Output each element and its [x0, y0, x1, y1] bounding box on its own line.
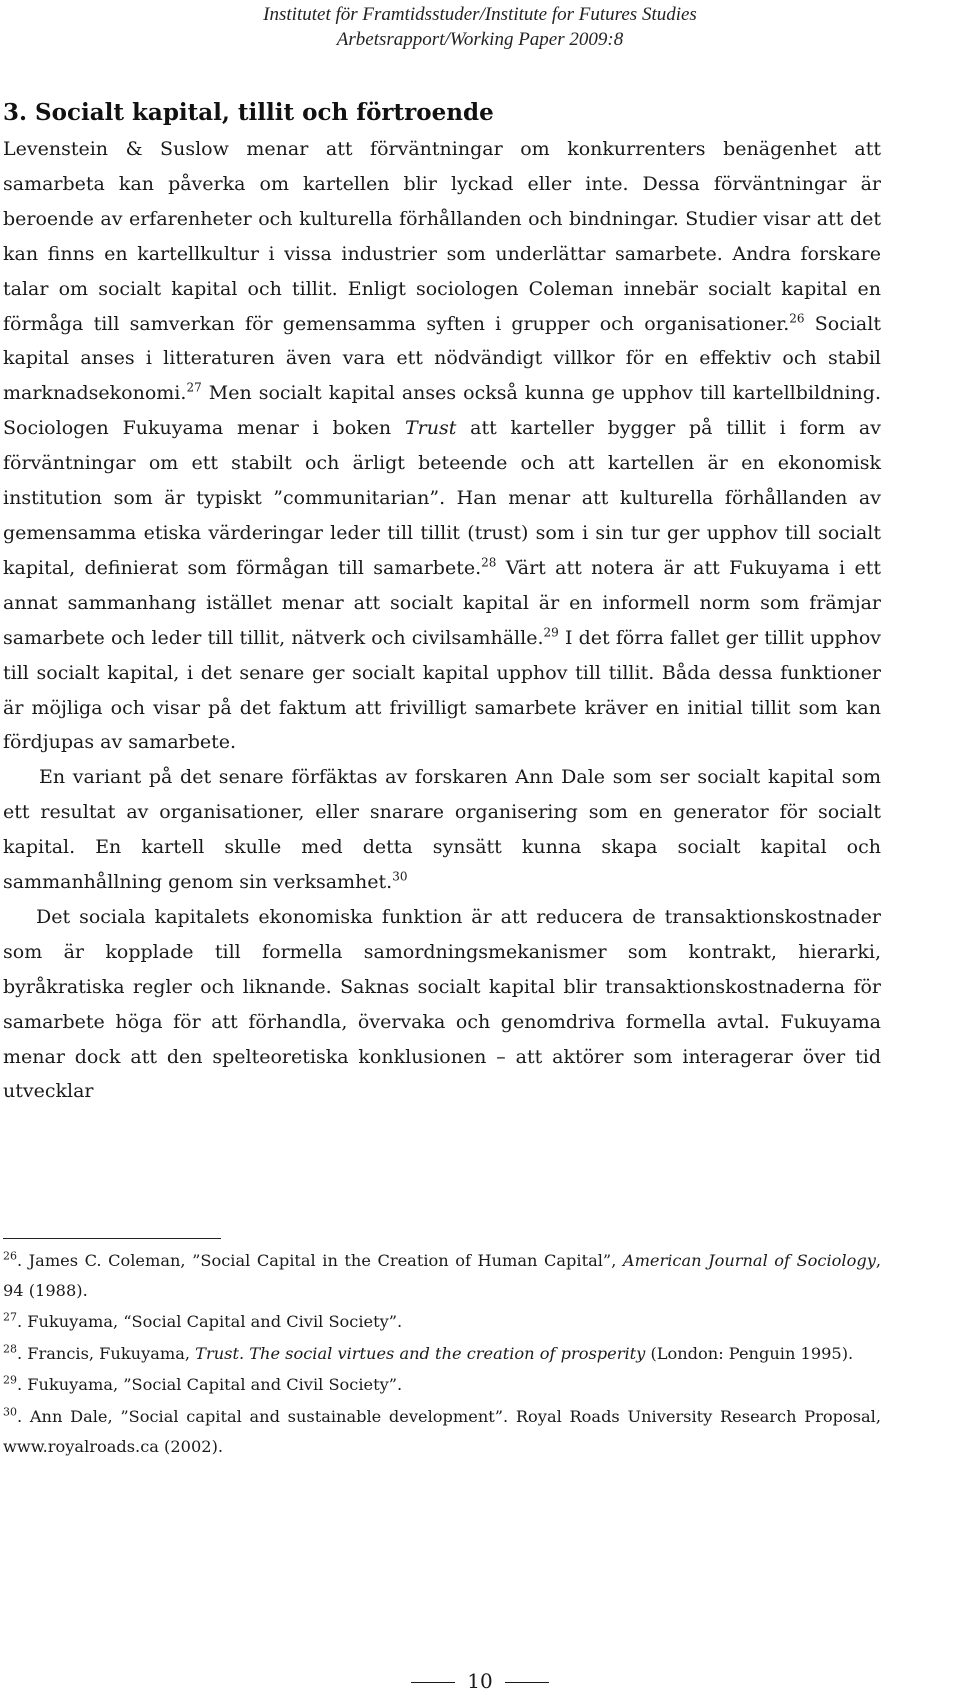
footnote-number: 29: [3, 1373, 17, 1387]
footnote-text: . James C. Coleman, ”Social Capital in the Creation of Human Capital”,: [17, 1251, 623, 1270]
footnote-28: [3, 1339, 881, 1369]
footnote-text: . Fukuyama, ”Social Capital and Civil Society”.: [17, 1375, 403, 1395]
paragraph-2-text: En variant på det senare förfäktas av forskaren Ann Dale som ser socialt kapital som ett resultat av organisationer, eller snarare organisering som en generator för socialt kapital. En kartell skulle med detta synsätt kunna skapa socialt kapital och sammanhållning genom sin verksamhet.: [3, 766, 881, 894]
footnote-journal-title: American Journal of Sociology: [622, 1251, 876, 1270]
footnote-29: [3, 1370, 881, 1400]
footnote-ref-28[interactable]: 28: [481, 555, 497, 570]
page-number: [0, 1668, 960, 1694]
footnote-text: , 94 (1988).: [3, 1251, 881, 1300]
header-working-paper: Arbetsrapport/Working Paper 2009:8: [336, 29, 624, 50]
paragraph-2: [3, 760, 881, 900]
book-title-trust: Trust: [404, 417, 457, 440]
footnote-26: [3, 1246, 881, 1305]
footnote-ref-26[interactable]: 26: [789, 311, 805, 326]
footnote-text: (London: Penguin 1995).: [645, 1343, 854, 1363]
page-number-right-dash: [505, 1682, 549, 1683]
footnote-ref-27[interactable]: 27: [186, 381, 202, 396]
footnote-number: 30: [3, 1405, 17, 1419]
footnote-30: [3, 1402, 881, 1461]
paragraph-1-text-a: Levenstein & Suslow menar att förväntningar om konkurrenters benägenhet att samarbeta kan påverka om kartellen blir lyckad eller inte. Dessa förväntningar är beroende av erfarenheter och kulturella förhållanden och bindningar. Studier visar att det kan finns en kartellkultur i vissa industrier som underlättar samarbete. Andra forskare talar om socialt kapital och tillit. Enligt sociologen Coleman innebär socialt kapital en förmåga till samverkan för gemensamma syften i grupper och organisationer.: [3, 138, 881, 335]
paragraph-1-text-b: Socialt kapital anses i litteraturen även vara ett nödvändigt villkor för en effektiv och stabil marknadsekonomi.: [3, 312, 881, 405]
paragraph-3: [3, 900, 881, 1109]
footnote-text: . Ann Dale, ”Social capital and sustainable development”. Royal Roads University Research Proposal, www.royalroads.ca (2002).: [3, 1406, 881, 1456]
header-institute: Institutet för Framtidsstuder/Institute for Futures Studies: [263, 4, 697, 25]
footnote-ref-29[interactable]: 29: [543, 625, 559, 640]
paragraph-1-text-e: Värt att notera är att Fukuyama i ett annat sammanhang istället menar att socialt kapital är en informell norm som främjar samarbete och leder till tillit, nätverk och civilsamhälle.: [3, 556, 881, 649]
footnote-text: . Francis, Fukuyama,: [17, 1343, 196, 1363]
paragraph-1-text-f: I det förra fallet ger tillit upphov till socialt kapital, i det senare ger socialt kapital upphov till tillit. Båda dessa funktioner är möjliga och visar på det faktum att frivilligt samarbete kräver en initial tillit som kan fördjupas av samarbete.: [3, 626, 882, 754]
section-title: 3. Socialt kapital, tillit och förtroende: [3, 99, 494, 126]
page-number-value: 10: [467, 1669, 493, 1693]
footnote-number: 28: [3, 1342, 17, 1356]
paragraph-1-text-c: Men socialt kapital anses också kunna ge upphov till kartellbildning. Sociologen Fukuyama menar i boken: [3, 382, 881, 440]
footnotes: [3, 1246, 881, 1463]
footnote-ref-30[interactable]: 30: [392, 869, 408, 884]
footnote-number: 26: [3, 1249, 17, 1263]
footnote-text: . Fukuyama, “Social Capital and Civil Society”.: [17, 1312, 403, 1332]
running-header: [0, 2, 960, 52]
footnote-book-title: Trust. The social virtues and the creation of prosperity: [195, 1343, 646, 1363]
footnote-separator: [3, 1238, 221, 1239]
footnote-number: 27: [3, 1310, 17, 1324]
page-number-left-dash: [411, 1682, 455, 1683]
paragraph-3-text: Det sociala kapitalets ekonomiska funktion är att reducera de transaktionskostnader som är kopplade till formella samordningsmekanismer som kontrakt, hierarki, byråkratiska regler och liknande. Saknas socialt kapital blir transaktionskostnaderna för samarbete höga för att förhandla, övervaka och genomdriva formella avtal. Fukuyama menar dock att den spelteoretiska konklusionen – att aktörer som interagerar över tid utvecklar: [3, 905, 881, 1103]
paragraph-1: [3, 132, 881, 760]
footnote-27: [3, 1307, 881, 1337]
paragraph-1-text-d: att karteller bygger på tillit i form av förväntningar om ett stabilt och ärligt beteende och att kartellen är en ekonomisk institution som är typiskt ”communitarian”. Han menar att kulturella förhållanden av gemensamma etiska värderingar leder till tillit (trust) som i sin tur ger upphov till socialt kapital, definierat som förmågan till samarbete.: [3, 417, 881, 579]
main-content: [3, 94, 881, 1109]
